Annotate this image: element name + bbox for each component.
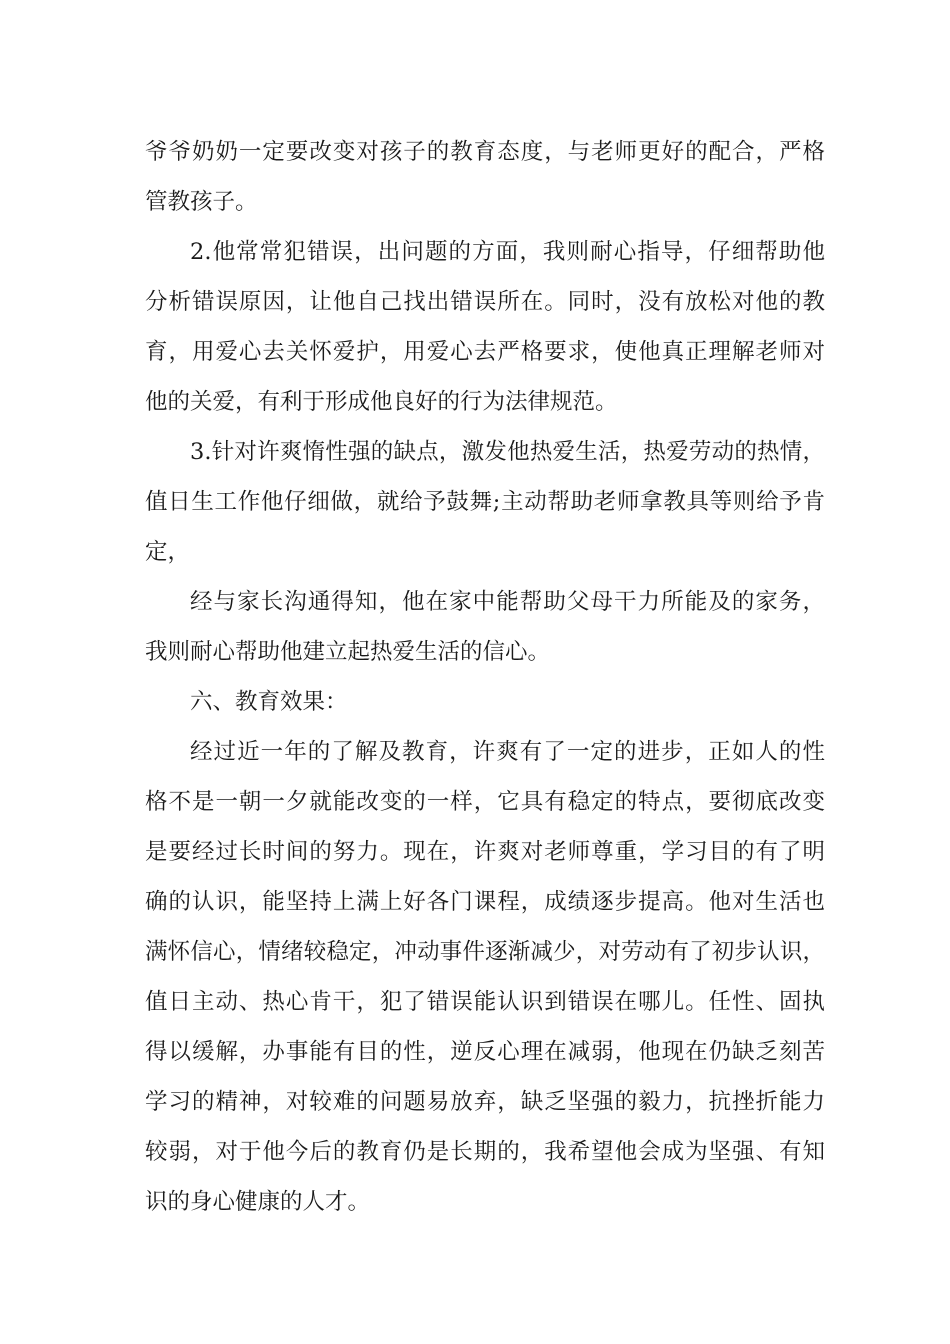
text-line: 值日生工作他仔细做，就给予鼓舞;主动帮助老师拿教具等则给予肯	[145, 489, 825, 515]
text-line: 定，	[145, 539, 191, 565]
text-line: 2.他常常犯错误，出问题的方面，我则耐心指导，仔细帮助他	[190, 239, 825, 265]
text-line: 他的关爱，有利于形成他良好的行为法律规范。	[145, 389, 618, 415]
section-heading: 六、教育效果：	[190, 689, 348, 715]
text-line: 分析错误原因，让他自己找出错误所在。同时，没有放松对他的教	[145, 289, 825, 315]
text-line: 3.针对许爽惰性强的缺点，激发他热爱生活，热爱劳动的热情，	[190, 439, 825, 465]
text-line: 经过近一年的了解及教育，许爽有了一定的进步，正如人的性	[190, 739, 825, 765]
text-line: 是要经过长时间的努力。现在，许爽对老师尊重，学习目的有了明	[145, 839, 825, 865]
text-line: 爷爷奶奶一定要改变对孩子的教育态度，与老师更好的配合，严格	[145, 139, 825, 165]
text-line: 较弱，对于他今后的教育仍是长期的，我希望他会成为坚强、有知	[145, 1139, 825, 1165]
text-line: 得以缓解，办事能有目的性，逆反心理在减弱，他现在仍缺乏刻苦	[145, 1039, 825, 1065]
text-line: 育，用爱心去关怀爱护，用爱心去严格要求，使他真正理解老师对	[145, 339, 825, 365]
text-line: 我则耐心帮助他建立起热爱生活的信心。	[145, 639, 551, 665]
text-line: 管教孩子。	[145, 189, 258, 215]
text-line: 值日主动、热心肯干，犯了错误能认识到错误在哪儿。任性、固执	[145, 989, 825, 1015]
text-line: 识的身心健康的人才。	[145, 1189, 371, 1215]
text-line: 格不是一朝一夕就能改变的一样，它具有稳定的特点，要彻底改变	[145, 789, 825, 815]
text-line: 确的认识，能坚持上满上好各门课程，成绩逐步提高。他对生活也	[145, 889, 825, 915]
text-line: 经与家长沟通得知，他在家中能帮助父母干力所能及的家务，	[190, 589, 825, 615]
text-line: 满怀信心，情绪较稳定，冲动事件逐渐减少，对劳动有了初步认识，	[145, 939, 825, 965]
text-line: 学习的精神，对较难的问题易放弃，缺乏坚强的毅力，抗挫折能力	[145, 1089, 825, 1115]
